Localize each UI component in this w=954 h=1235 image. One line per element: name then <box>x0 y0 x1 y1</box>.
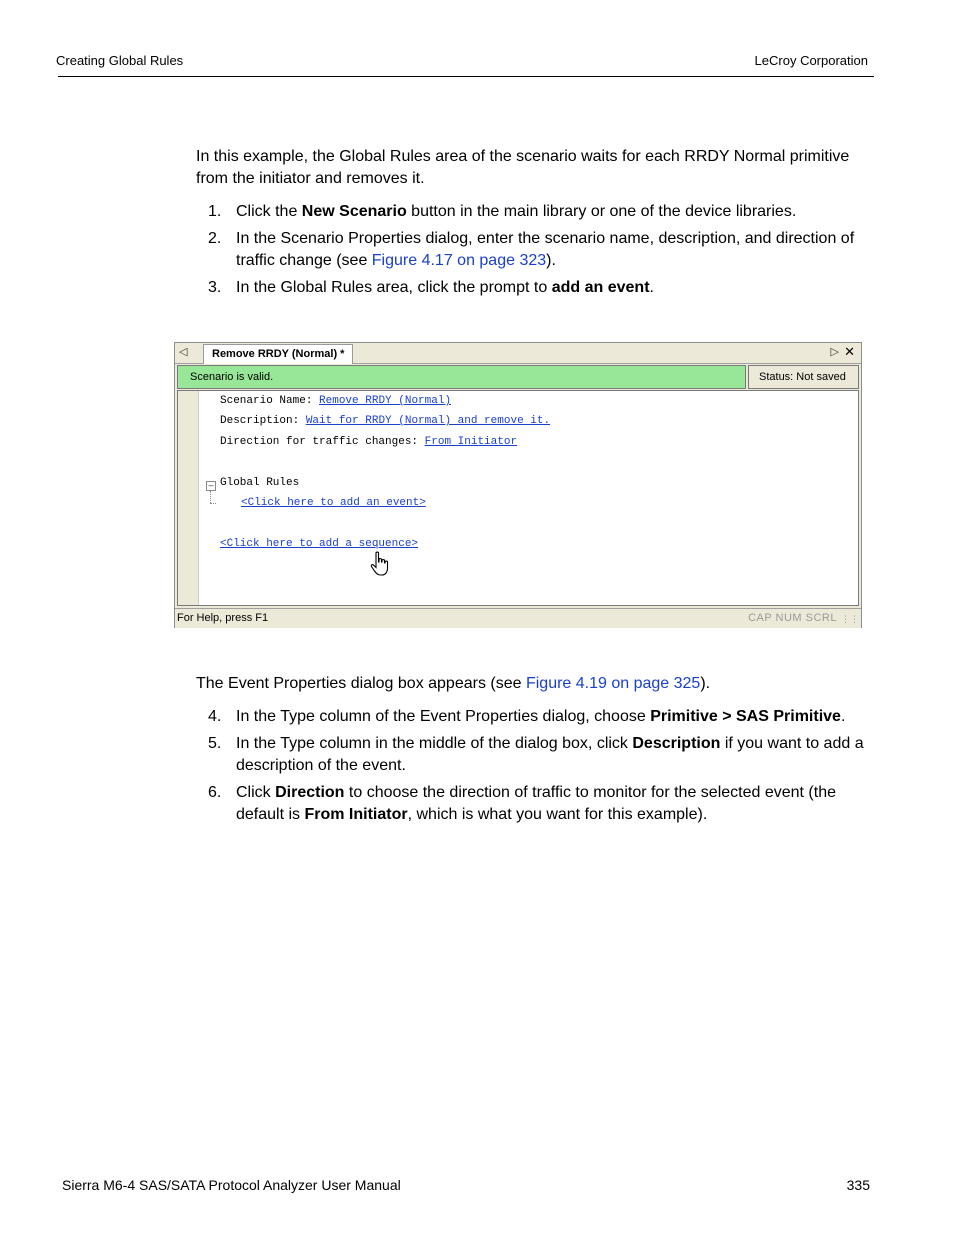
step-text: button in the main library or one of the device libraries. <box>406 203 797 220</box>
hand-cursor-icon <box>370 551 392 577</box>
validity-status: Scenario is valid. <box>177 365 746 389</box>
step-bold: From Initiator <box>304 806 408 823</box>
step-text: . <box>840 708 846 725</box>
scenario-status-bar <box>177 365 859 389</box>
list-item <box>196 733 876 777</box>
step-text: ). <box>546 252 556 269</box>
save-status: Status: Not saved <box>748 365 859 389</box>
step-text: In the Scenario Properties dialog, enter the scenario name, description, and direction of traffic change (see <box>236 230 855 269</box>
list-item <box>196 228 876 272</box>
step-text: In the Type column in the middle of the dialog box, click <box>236 735 633 752</box>
header-rule <box>58 76 874 77</box>
app-status-bar <box>175 608 861 628</box>
add-sequence-link[interactable]: <Click here to add a sequence> <box>220 538 419 550</box>
tree-line <box>210 503 216 505</box>
editor-gutter <box>178 391 199 605</box>
step-number: 3. <box>208 279 222 296</box>
step-text: if you want to add a description of the event. <box>236 735 864 774</box>
tree-line <box>210 491 212 503</box>
running-header-company: LeCroy Corporation <box>754 53 868 68</box>
collapse-icon[interactable]: – <box>206 481 216 491</box>
list-item <box>196 201 876 223</box>
step-text: Click the <box>236 203 302 220</box>
resize-grip-icon[interactable]: ⋮⋮ <box>841 614 859 624</box>
step-text: to choose the direction of traffic to monitor for the selected event (the default is <box>236 784 836 823</box>
step-number: 4. <box>208 708 222 725</box>
direction-row <box>220 436 517 448</box>
scroll-right-icon[interactable]: ▷ <box>830 346 839 358</box>
step-text: Click <box>236 784 276 801</box>
scenario-name-label: Scenario Name: <box>220 395 320 407</box>
add-event-link[interactable]: <Click here to add an event> <box>241 497 426 509</box>
steps-list-1 <box>196 201 876 304</box>
figure-link[interactable]: Figure 4.19 on page 325 <box>525 675 701 692</box>
page-number: 335 <box>846 1177 870 1193</box>
global-rules-label: Global Rules <box>220 477 300 489</box>
intro-paragraph: In this example, the Global Rules area of the scenario waits for each RRDY Normal primitive from the initiator and removes it. <box>196 148 850 187</box>
step-bold: Direction <box>275 784 345 801</box>
steps-list-2 <box>196 706 876 831</box>
tab-scenario[interactable]: Remove RRDY (Normal) * <box>203 344 353 364</box>
step-number: 2. <box>208 230 222 247</box>
step-text: , which is what you want for this example). <box>407 806 708 823</box>
scenario-window-screenshot <box>174 342 862 628</box>
tab-bar <box>175 343 861 364</box>
direction-label: Direction for traffic changes: <box>220 436 425 448</box>
step-number: 5. <box>208 735 222 752</box>
step-text: . <box>649 279 654 296</box>
list-item <box>196 277 876 299</box>
list-item <box>196 782 876 826</box>
scenario-name-row <box>220 395 451 407</box>
scenario-name-link[interactable]: Remove RRDY (Normal) <box>319 395 452 407</box>
running-header-section: Creating Global Rules <box>56 53 184 68</box>
footer-manual-title: Sierra M6-4 SAS/SATA Protocol Analyzer User Manual <box>62 1177 401 1193</box>
step-number: 6. <box>208 784 222 801</box>
help-hint: For Help, press F1 <box>177 612 269 624</box>
direction-link[interactable]: From Initiator <box>424 436 518 448</box>
step-number: 1. <box>208 203 222 220</box>
step-text: In the Type column of the Event Properties dialog, choose <box>236 708 651 725</box>
para-text: ). <box>700 675 711 692</box>
step-bold: add an event <box>551 279 650 296</box>
step-bold: Primitive > SAS Primitive <box>650 708 841 725</box>
close-icon[interactable]: ✕ <box>844 344 855 359</box>
step-bold: Description <box>632 735 721 752</box>
key-indicators: CAP NUM SCRL <box>748 612 837 624</box>
scroll-left-icon[interactable]: ◁ <box>179 346 188 358</box>
description-row <box>220 415 550 427</box>
para-text: The Event Properties dialog box appears (see <box>196 675 526 692</box>
figure-link[interactable]: Figure 4.17 on page 323 <box>371 252 547 269</box>
list-item <box>196 706 876 728</box>
step-text: In the Global Rules area, click the prompt to <box>236 279 552 296</box>
event-dialog-paragraph <box>196 673 856 695</box>
description-link[interactable]: Wait for RRDY (Normal) and remove it. <box>305 415 551 427</box>
description-label: Description: <box>220 415 306 427</box>
step-bold: New Scenario <box>301 203 407 220</box>
scenario-editor <box>177 390 859 606</box>
